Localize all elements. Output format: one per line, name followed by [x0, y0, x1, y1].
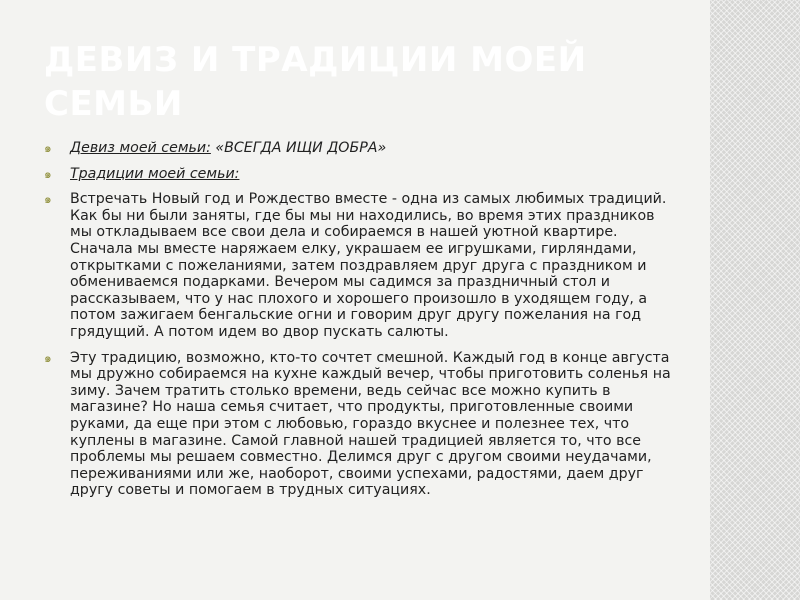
spiral-bullet-icon: ๑: [44, 166, 52, 181]
list-item-new-year-tradition: [44, 191, 674, 340]
motto-label: Девиз моей семьи:: [70, 140, 211, 156]
list-item-motto: [44, 140, 674, 157]
new-year-tradition-text: Встречать Новый год и Рождество вместе - одна из самых любимых традиций. Как бы ни были заняты, где бы мы ни находились, во время этих праздников мы откладываем все свои дела и собираемся в нашей уютной квартире. Сначала мы вместе наряжаем елку, украшаем ее игрушками, гирляндами, открытками с пожеланиями, затем поздравляем друг друга с праздником и обмениваемся подарками. Вечером мы садимся за праздничный стол и рассказываем, что у нас плохого и хорошего произошло в уходящем году, а потом зажигаем бенгальские огни и говорим друг другу пожелания на год грядущий. А потом идем во двор пускать салюты.: [70, 191, 667, 340]
traditions-label: Традиции моей семьи:: [70, 165, 240, 182]
slide-title: ДЕВИЗ И ТРАДИЦИИ МОЕЙ СЕМЬИ: [44, 40, 587, 124]
spiral-bullet-icon: ๑: [44, 350, 52, 365]
bullet-list: [44, 140, 674, 508]
spiral-bullet-icon: ๑: [44, 192, 52, 207]
pickling-tradition-text: Эту традицию, возможно, кто-то сочтет смешной. Каждый год в конце августа мы дружно собираемся на кухне каждый вечер, чтобы приготовить соленья на зиму. Зачем тратить столько времени, ведь сейчас все можно купить в магазине? Но наша семья считает, что продукты, приготовленные своими руками, да еще при этом с любовью, гораздо вкуснее и полезнее тех, что куплены в магазине. Самой главной нашей традицией является то, что все проблемы мы решаем совместно. Делимся друг с другом своими неудачами, переживаниями или же, наоборот, своими успехами, радостями, даем друг другу советы и помогаем в трудных ситуациях.: [70, 349, 671, 499]
decorative-side-strip: [710, 0, 800, 600]
spiral-bullet-icon: ๑: [44, 141, 52, 155]
list-item-traditions-heading: [44, 166, 674, 183]
list-item-pickling-tradition: [44, 350, 674, 499]
motto-line: [70, 140, 386, 156]
motto-value: «ВСЕГДА ИЩИ ДОБРА»: [210, 140, 387, 156]
